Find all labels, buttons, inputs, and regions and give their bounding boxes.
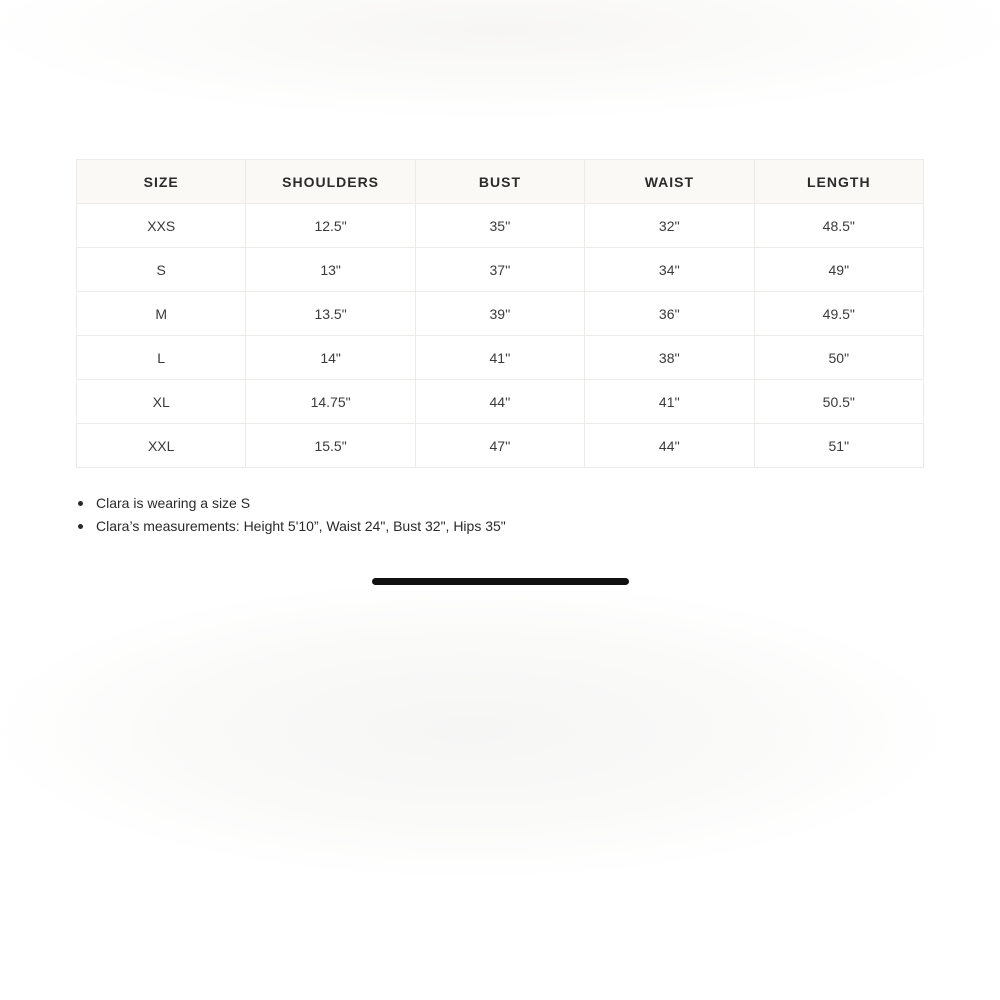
list-item — [76, 492, 506, 515]
cell-size: S — [77, 248, 246, 292]
cell-size: M — [77, 292, 246, 336]
cell-size: L — [77, 336, 246, 380]
cell-size: XXS — [77, 204, 246, 248]
bullet-icon — [78, 501, 83, 506]
cell-length: 51" — [754, 424, 923, 468]
table-header-row — [77, 160, 924, 204]
table-row — [77, 248, 924, 292]
header-waist: WAIST — [585, 160, 754, 204]
cell-shoulders: 13" — [246, 248, 415, 292]
cell-waist: 41'' — [585, 380, 754, 424]
cell-bust: 44'' — [415, 380, 584, 424]
header-length: LENGTH — [754, 160, 923, 204]
cell-size: XL — [77, 380, 246, 424]
table-row — [77, 424, 924, 468]
cell-shoulders: 14" — [246, 336, 415, 380]
cell-bust: 41'' — [415, 336, 584, 380]
cell-length: 50" — [754, 336, 923, 380]
cell-bust: 39'' — [415, 292, 584, 336]
cell-waist: 44'' — [585, 424, 754, 468]
background-blur-top — [0, 0, 1000, 140]
table-row — [77, 336, 924, 380]
cell-shoulders: 13.5" — [246, 292, 415, 336]
cell-bust: 47'' — [415, 424, 584, 468]
cell-shoulders: 12.5" — [246, 204, 415, 248]
note-text: Clara is wearing a size S — [96, 495, 251, 511]
cell-length: 49" — [754, 248, 923, 292]
model-notes-list — [76, 492, 506, 538]
home-indicator-bar[interactable] — [372, 578, 629, 585]
cell-waist: 38'' — [585, 336, 754, 380]
cell-waist: 36'' — [585, 292, 754, 336]
table-row — [77, 292, 924, 336]
cell-length: 49.5" — [754, 292, 923, 336]
cell-length: 50.5" — [754, 380, 923, 424]
header-bust: BUST — [415, 160, 584, 204]
cell-length: 48.5" — [754, 204, 923, 248]
list-item — [76, 515, 506, 538]
cell-bust: 37'' — [415, 248, 584, 292]
cell-waist: 32'' — [585, 204, 754, 248]
cell-bust: 35'' — [415, 204, 584, 248]
cell-shoulders: 14.75" — [246, 380, 415, 424]
cell-size: XXL — [77, 424, 246, 468]
bullet-icon — [78, 524, 83, 529]
background-blur-bottom — [0, 590, 1000, 880]
cell-shoulders: 15.5" — [246, 424, 415, 468]
table-row — [77, 380, 924, 424]
cell-waist: 34'' — [585, 248, 754, 292]
header-size: SIZE — [77, 160, 246, 204]
note-text: Clara’s measurements: Height 5'10”, Waist 24", Bust 32", Hips 35" — [96, 518, 506, 534]
header-shoulders: SHOULDERS — [246, 160, 415, 204]
table-row — [77, 204, 924, 248]
size-chart-table — [76, 159, 924, 468]
